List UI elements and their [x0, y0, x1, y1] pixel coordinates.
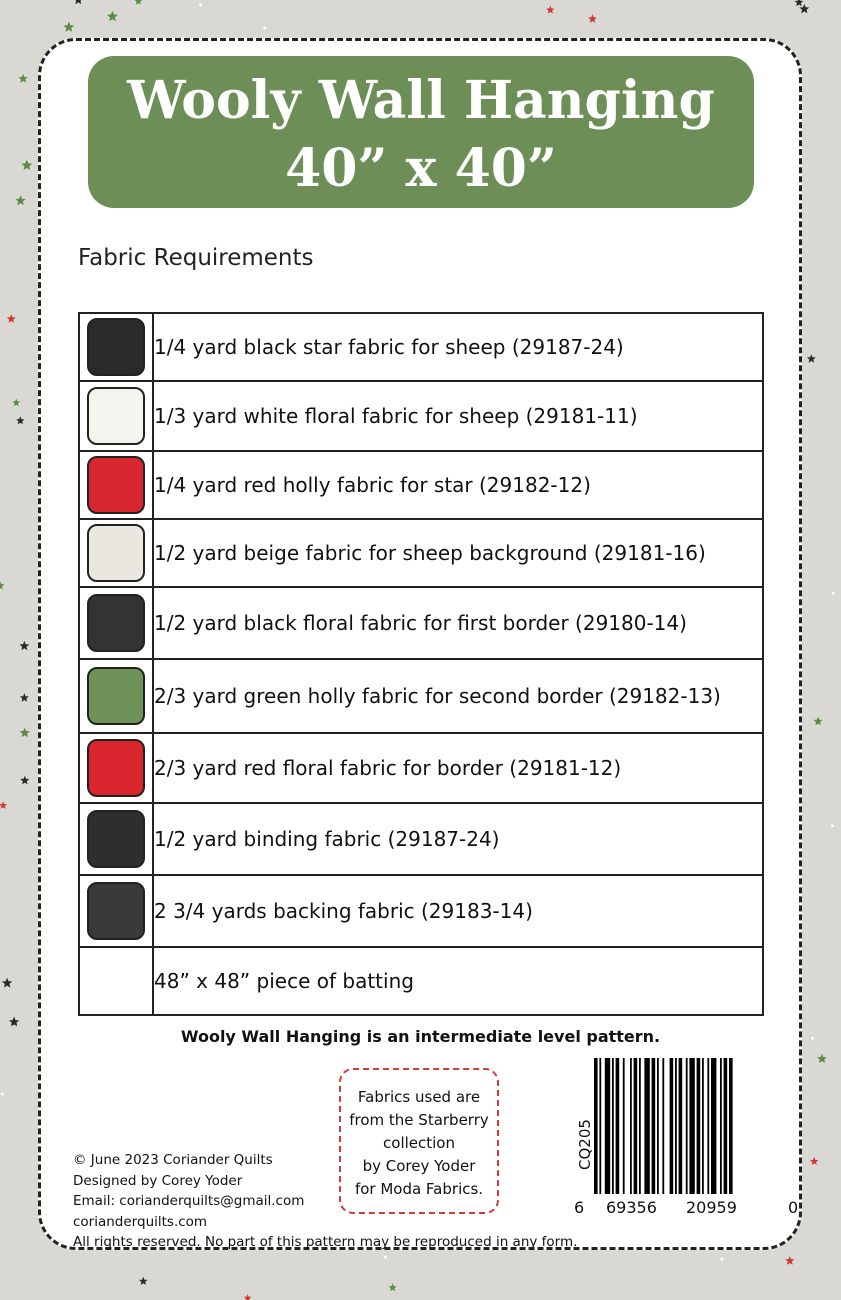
sku-label: CQ205 — [576, 1119, 594, 1170]
black-floral-print-swatch-icon — [87, 882, 145, 940]
star-icon — [2, 978, 12, 988]
barcode-block — [568, 1058, 800, 1224]
swatch-cell — [79, 803, 153, 875]
star-icon — [20, 776, 29, 785]
barcode-bar — [639, 1058, 641, 1194]
barcode-bar — [652, 1058, 656, 1194]
star-icon — [7, 314, 16, 322]
star-icon — [134, 0, 142, 5]
swatch-cell — [79, 947, 153, 1015]
star-icon — [0, 581, 4, 589]
website: corianderquilts.com — [73, 1213, 208, 1230]
star-icon — [814, 717, 823, 726]
barcode-bar — [707, 1058, 709, 1194]
barcode-digit: 20959 — [686, 1198, 737, 1217]
fabric-box-line: from the Starberry — [349, 1111, 489, 1129]
fabric-row — [79, 733, 763, 803]
barcode-digit: 0 — [788, 1198, 799, 1217]
dot-icon — [199, 3, 202, 6]
fabric-row — [79, 313, 763, 381]
star-icon — [810, 1157, 818, 1165]
barcode-bar — [657, 1058, 659, 1194]
swatch-cell — [79, 587, 153, 659]
black-floral-swatch-icon — [87, 594, 145, 652]
size-subtitle: 40” x 40” — [285, 138, 557, 199]
rights-notice: All rights reserved. No part of this pattern may be reproduced in any form. — [73, 1234, 578, 1250]
star-icon — [244, 1294, 252, 1300]
barcode-bar — [729, 1058, 733, 1194]
section-heading: Fabric Requirements — [78, 245, 314, 271]
green-holly-swatch-icon — [87, 667, 145, 725]
barcode-bar — [662, 1058, 664, 1194]
dot-icon — [720, 1257, 723, 1260]
star-icon — [9, 1017, 19, 1027]
star-icon — [21, 160, 32, 170]
fabric-row — [79, 587, 763, 659]
barcode-bar — [675, 1058, 677, 1194]
red-floral-swatch-icon — [87, 739, 145, 797]
star-icon — [817, 1054, 827, 1063]
white-floral-swatch-icon — [87, 387, 145, 445]
fabric-box-line: collection — [383, 1134, 455, 1152]
barcode-bar — [670, 1058, 674, 1194]
barcode-bar — [679, 1058, 683, 1194]
barcode-bar — [594, 1058, 598, 1194]
fabric-description: 1/3 yard white floral fabric for sheep (29181-11) — [153, 381, 763, 451]
copyright: © June 2023 Coriander Quilts — [73, 1152, 273, 1168]
swatch-cell — [79, 659, 153, 733]
fabric-box-line: by Corey Yoder — [362, 1157, 476, 1175]
dot-icon — [832, 592, 835, 595]
swatch-cell — [79, 313, 153, 381]
barcode-bar — [686, 1058, 688, 1194]
credits — [73, 1150, 577, 1253]
barcode-bar — [616, 1058, 620, 1194]
star-icon — [107, 11, 118, 21]
fabric-row — [79, 659, 763, 733]
star-icon — [63, 22, 74, 32]
star-icon — [19, 74, 28, 83]
fabric-row — [79, 803, 763, 875]
fabric-row — [79, 875, 763, 947]
star-icon — [15, 195, 25, 205]
black-star-swatch-icon — [87, 318, 145, 376]
fabric-description: 1/4 yard black star fabric for sheep (29187-24) — [153, 313, 763, 381]
swatch-cell — [79, 451, 153, 519]
fabric-description: 1/2 yard binding fabric (29187-24) — [153, 803, 763, 875]
swatch-cell — [79, 381, 153, 451]
barcode-bar — [697, 1058, 701, 1194]
dot-icon — [831, 824, 834, 827]
barcode-bar — [720, 1058, 722, 1194]
fabric-box-line: Fabrics used are — [357, 1088, 481, 1106]
barcode-digit: 69356 — [606, 1198, 657, 1217]
barcode-digit: 6 — [574, 1198, 585, 1217]
black-star-swatch-icon — [87, 810, 145, 868]
title: Wooly Wall Hanging — [127, 70, 715, 131]
swatch-cell — [79, 519, 153, 587]
dot-icon — [1, 1093, 4, 1096]
fabric-row — [79, 381, 763, 451]
barcode-bar — [630, 1058, 632, 1194]
star-icon — [20, 693, 29, 702]
title-banner — [88, 56, 754, 208]
dot-icon — [384, 1256, 387, 1259]
dot-icon — [263, 27, 266, 30]
fabric-description: 48” x 48” piece of batting — [153, 947, 763, 1015]
fabric-row — [79, 947, 763, 1015]
barcode-bar — [599, 1058, 601, 1194]
barcode-bar — [711, 1058, 716, 1194]
star-icon — [16, 416, 24, 424]
fabric-row — [79, 451, 763, 519]
star-icon — [546, 6, 554, 14]
barcode-bar — [605, 1058, 610, 1194]
star-icon — [785, 1256, 794, 1265]
fabric-requirements-table — [78, 312, 764, 1016]
star-icon — [795, 0, 804, 6]
star-icon — [0, 801, 7, 809]
fabric-description: 1/2 yard black floral fabric for first border (29180-14) — [153, 587, 763, 659]
barcode-bar — [623, 1058, 625, 1194]
barcode-bar — [644, 1058, 649, 1194]
level-note: Wooly Wall Hanging is an intermediate level pattern. — [180, 1027, 661, 1046]
star-icon — [139, 1277, 148, 1285]
barcode-bar — [724, 1058, 728, 1194]
swatch-cell — [79, 733, 153, 803]
fabric-description: 2 3/4 yards backing fabric (29183-14) — [153, 875, 763, 947]
star-icon — [389, 1283, 397, 1291]
barcode-bar — [702, 1058, 704, 1194]
barcode-bar — [689, 1058, 694, 1194]
fabric-row — [79, 519, 763, 587]
barcode-bar — [612, 1058, 614, 1194]
fabric-box-line: for Moda Fabrics. — [354, 1180, 484, 1198]
fabric-description: 2/3 yard red floral fabric for border (29181-12) — [153, 733, 763, 803]
email: Email: corianderquilts@gmail.com — [73, 1193, 305, 1209]
fabric-description: 1/4 yard red holly fabric for star (29182-12) — [153, 451, 763, 519]
swatch-cell — [79, 875, 153, 947]
designer: Designed by Corey Yoder — [73, 1172, 243, 1189]
star-icon — [20, 641, 30, 650]
beige-floral-swatch-icon — [87, 524, 145, 582]
star-icon — [807, 354, 816, 362]
red-holly-swatch-icon — [87, 456, 145, 514]
star-icon — [588, 14, 597, 22]
fabric-description: 1/2 yard beige fabric for sheep background (29181-16) — [153, 519, 763, 587]
star-icon — [12, 399, 20, 407]
star-icon — [74, 0, 83, 4]
fabric-description: 2/3 yard green holly fabric for second border (29182-13) — [153, 659, 763, 733]
barcode-icon — [592, 1058, 792, 1194]
star-icon — [20, 728, 30, 738]
barcode-bar — [634, 1058, 638, 1194]
